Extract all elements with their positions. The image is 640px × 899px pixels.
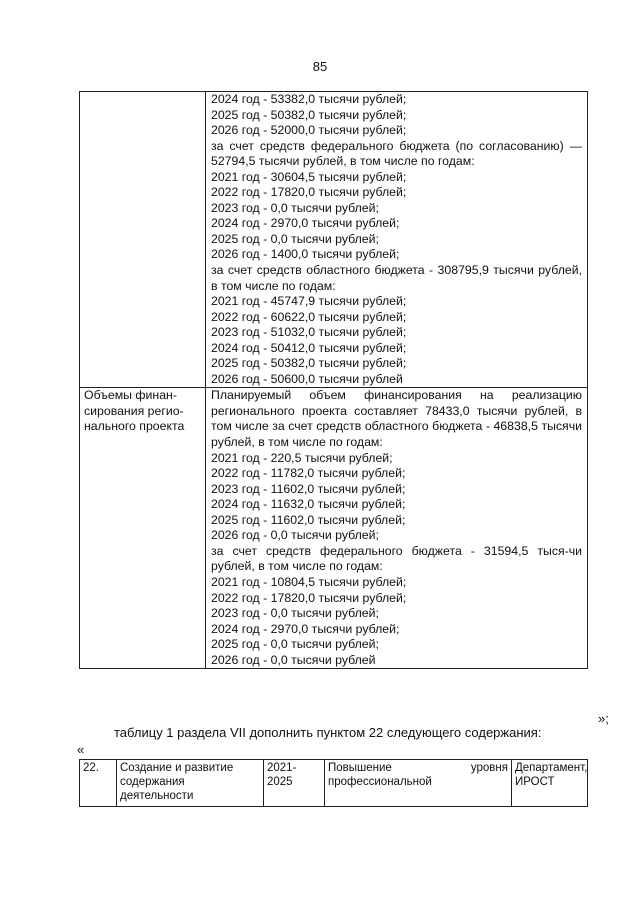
- row2-line: 2024 год - 2970,0 тысячи рублей;: [211, 621, 400, 636]
- row2-line: 2021 год - 10804,5 тысячи рублей;: [211, 574, 407, 589]
- opening-quote-mark: «: [77, 742, 85, 757]
- item-name-cell: Создание и развитие содержания деятельности: [117, 760, 264, 807]
- page-number: 85: [312, 59, 328, 74]
- row2-line: 2023 год - 0,0 тысячи рублей;: [211, 606, 379, 621]
- item-result-word: уровня: [470, 762, 508, 774]
- row1-line: 2024 год - 53382,0 тысячи рублей;: [211, 92, 407, 106]
- row2-line: 2026 год - 0,0 тысячи рублей;: [211, 528, 379, 543]
- row1-line: 2026 год - 50600,0 тысячи рублей: [211, 371, 403, 386]
- item-executor-cell: Департамент, ИРОСТ: [512, 760, 588, 807]
- row1-line: 2021 год - 45747,9 тысячи рублей;: [211, 294, 407, 309]
- row1-label-cell: [80, 92, 206, 388]
- table-row: [80, 760, 588, 807]
- item-result-word: Повышение: [328, 762, 392, 774]
- item-result-line1: [328, 761, 508, 775]
- row2-label-cell: Объемы финан-сирования регио-нального проекта: [80, 388, 206, 669]
- row1-line: 2024 год - 50412,0 тысячи рублей;: [211, 340, 407, 355]
- row1-line: 2026 год - 1400,0 тысячи рублей;: [211, 247, 400, 262]
- row2-line: 2026 год - 0,0 тысячи рублей: [211, 652, 376, 667]
- table-row: [80, 388, 588, 669]
- row2-line: 2024 год - 11632,0 тысячи рублей;: [211, 497, 406, 512]
- row1-line: 2022 год - 17820,0 тысячи рублей;: [211, 185, 407, 200]
- row2-line: 2025 год - 11602,0 тысячи рублей;: [211, 512, 406, 527]
- closing-quote-mark: »;: [598, 711, 609, 726]
- item-result-cell: [325, 760, 512, 807]
- table-row: [80, 92, 588, 388]
- row2-content-cell: [206, 388, 588, 669]
- item-period-cell: 2021-2025: [264, 760, 325, 807]
- row1-line: 2022 год - 60622,0 тысячи рублей;: [211, 309, 407, 324]
- row2-line: 2022 год - 11782,0 тысячи рублей;: [211, 466, 406, 481]
- row2-line: 2022 год - 17820,0 тысячи рублей;: [211, 590, 407, 605]
- row1-line: 2025 год - 0,0 тысячи рублей;: [211, 231, 379, 246]
- row1-line: 2023 год - 0,0 тысячи рублей;: [211, 200, 379, 215]
- amendment-paragraph: таблицу 1 раздела VII дополнить пунктом 22 следующего содержания:: [114, 725, 542, 740]
- row1-line: 2023 год - 51032,0 тысячи рублей;: [211, 325, 407, 340]
- row1-federal-budget-text: за счет средств федерального бюджета (по согласованию) — 52794,5 тысячи рублей, в том числе по годам:: [211, 138, 582, 169]
- item-number-cell: 22.: [80, 760, 117, 807]
- row1-line: 2026 год - 52000,0 тысячи рублей;: [211, 123, 407, 138]
- row1-line: 2021 год - 30604,5 тысячи рублей;: [211, 169, 407, 184]
- row2-line: 2023 год - 11602,0 тысячи рублей;: [211, 481, 406, 496]
- row2-total-text: Планируемый объем финансирования на реализацию регионального проекта составляет 78433,0 тысячи рублей, в том числе за счет средств областного бюджета - 46838,5 тысячи рублей, в том числе по годам:: [211, 388, 582, 450]
- row1-content-cell: [206, 92, 588, 388]
- row1-line: 2024 год - 2970,0 тысячи рублей;: [211, 216, 400, 231]
- row2-federal-budget-text: за счет средств федерального бюджета - 31594,5 тыся-чи рублей, в том числе по годам:: [211, 543, 582, 574]
- added-item-table: [79, 759, 588, 807]
- row1-regional-budget-text: за счет средств областного бюджета - 308795,9 тысячи рублей, в том числе по годам:: [211, 263, 582, 293]
- row2-line: 2025 год - 0,0 тысячи рублей;: [211, 637, 379, 652]
- row2-line: 2021 год - 220,5 тысячи рублей;: [211, 450, 393, 465]
- row1-line: 2025 год - 50382,0 тысячи рублей;: [211, 107, 407, 122]
- financing-table: [79, 91, 588, 669]
- row1-line: 2025 год - 50382,0 тысячи рублей;: [211, 356, 407, 371]
- item-result-line2: профессиональной: [328, 776, 432, 788]
